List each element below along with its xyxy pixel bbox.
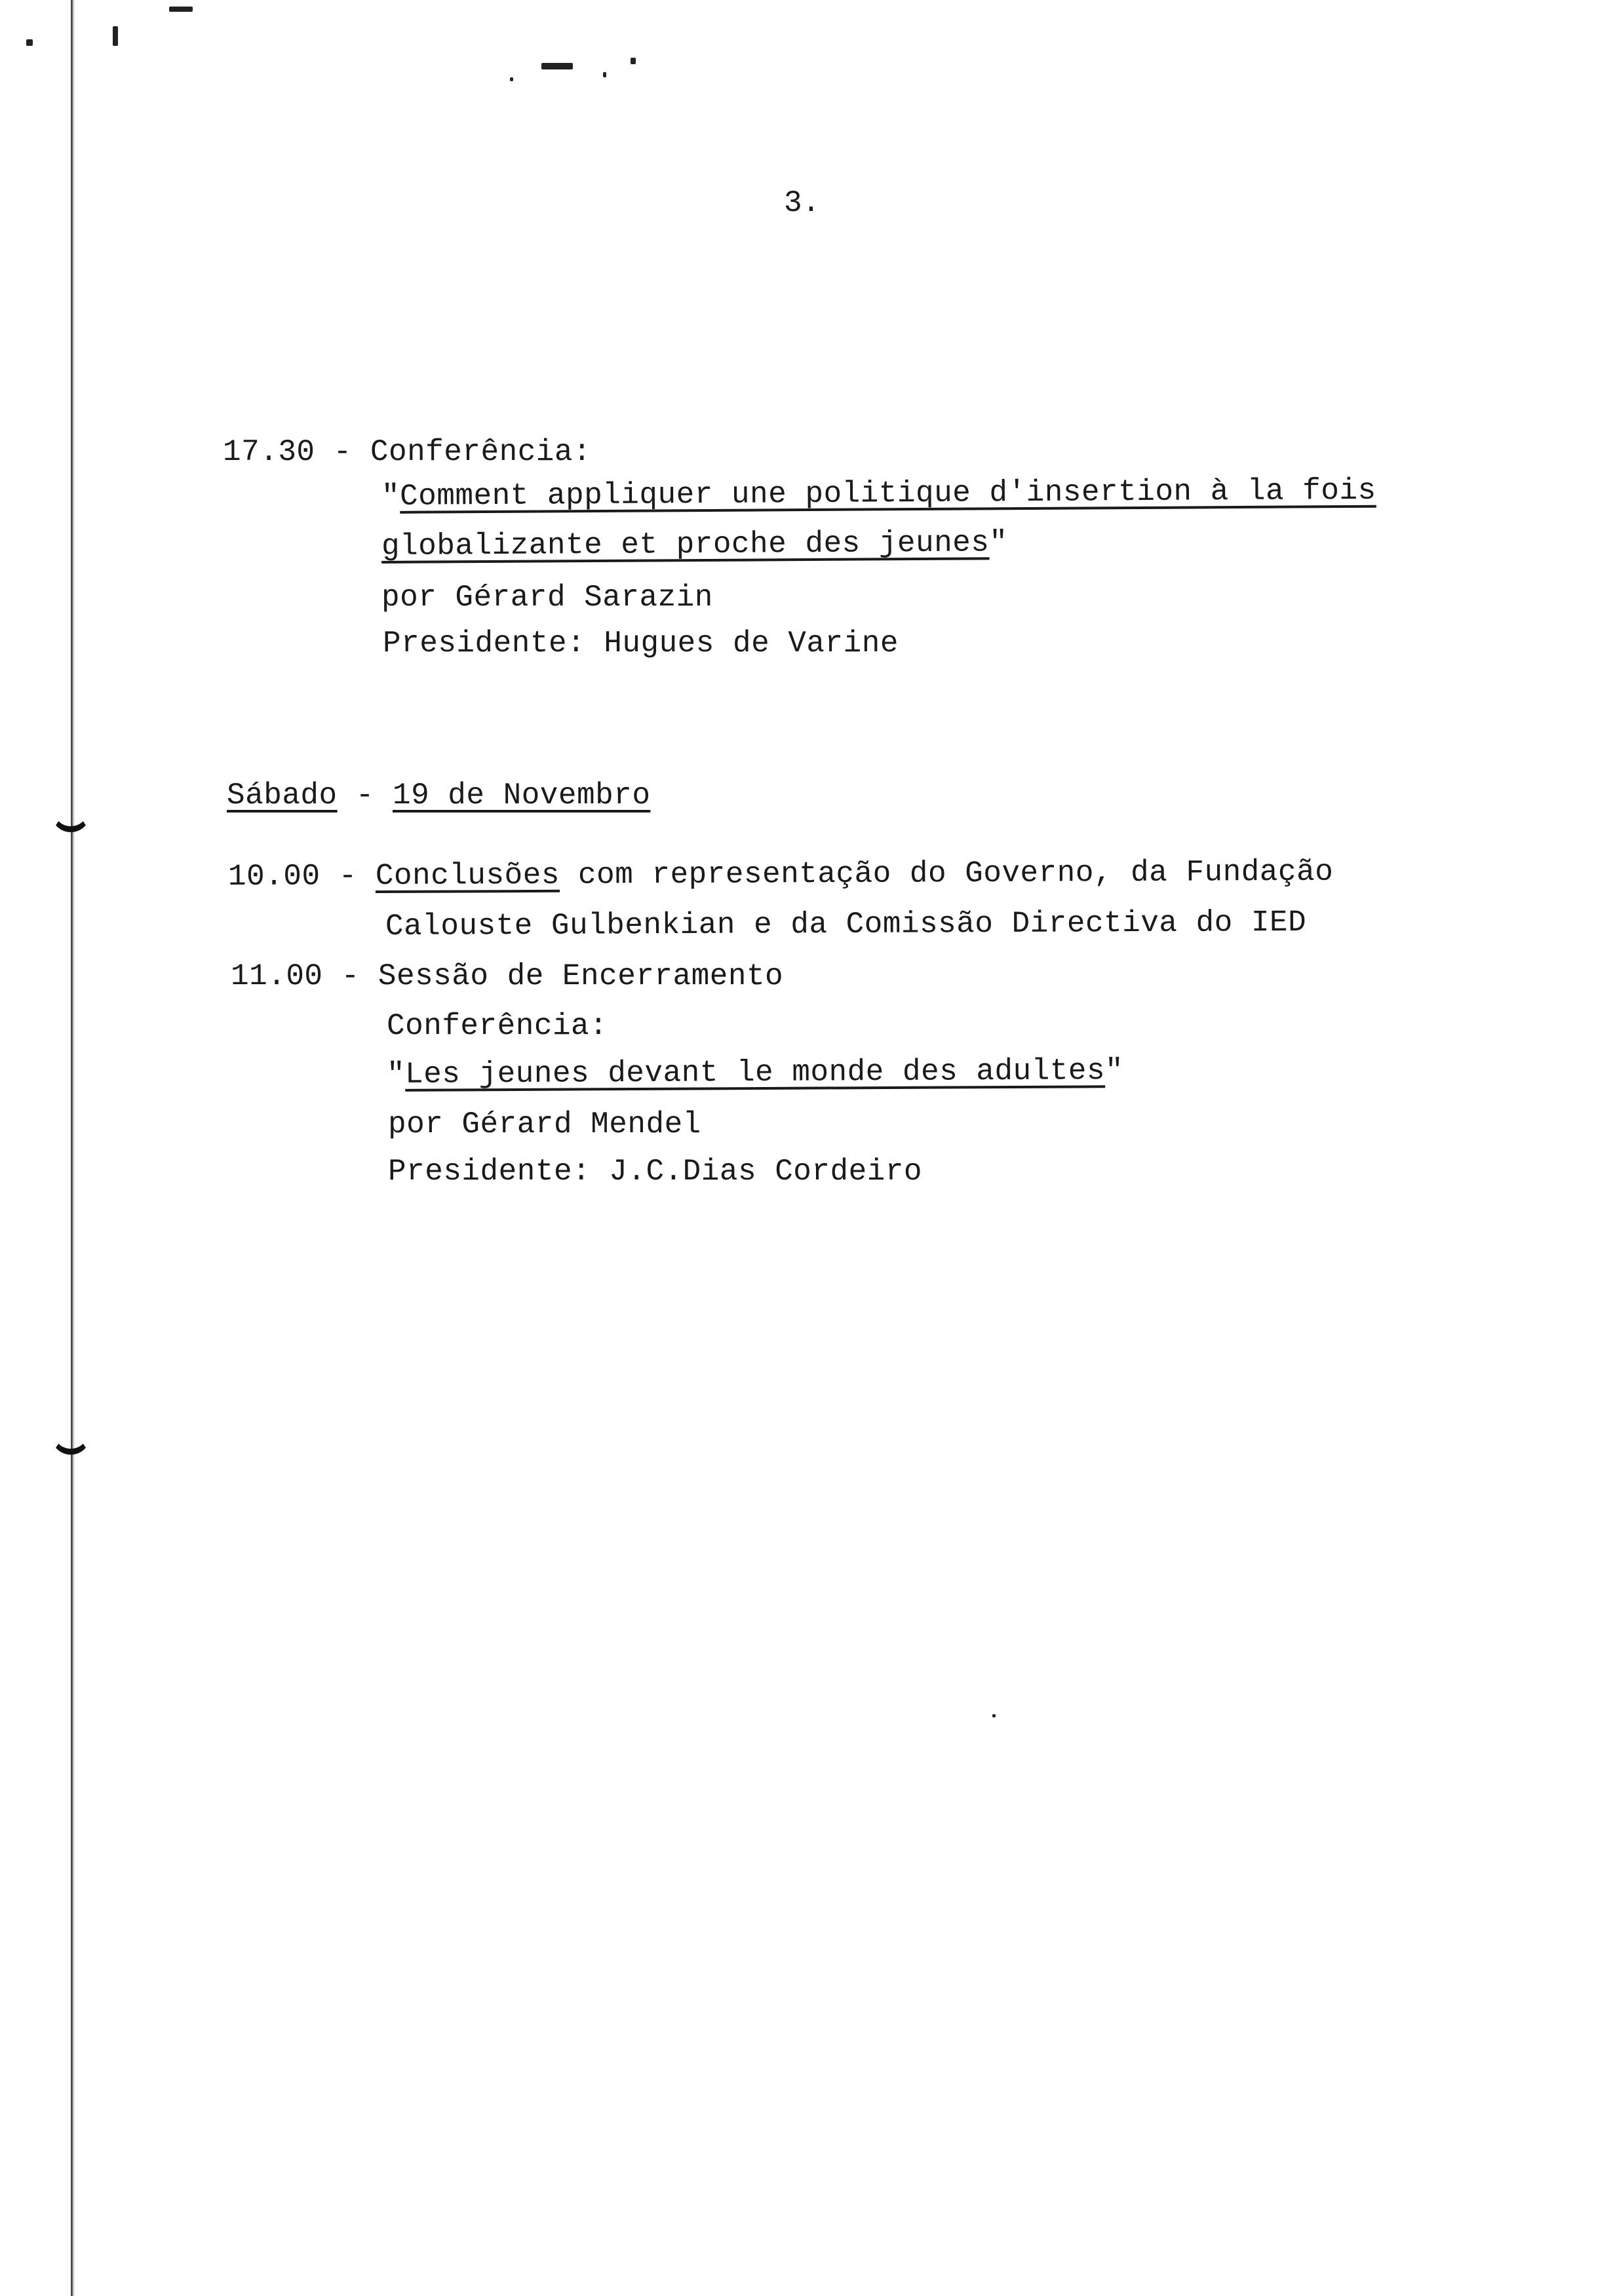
day-dash: - — [355, 778, 374, 813]
session-1000-line2: Calouste Gulbenkian e da Comissão Directiva do IED — [385, 905, 1307, 944]
close-quote: " — [1104, 1054, 1124, 1088]
close-quote: " — [989, 526, 1008, 560]
session-time: 17.30 — [223, 435, 315, 469]
session-1100-talk-title — [387, 1052, 1123, 1093]
session-1100-type: Conferência: — [387, 1009, 608, 1043]
scan-speck — [113, 26, 118, 46]
session-keyword: Conclusões — [375, 858, 560, 894]
session-1730-chair: Presidente: Hugues de Varine — [383, 626, 899, 660]
session-1100-chair: Presidente: J.C.Dias Cordeiro — [388, 1155, 923, 1189]
session-type: Conferência: — [370, 435, 592, 469]
punch-hole-mark — [51, 793, 90, 832]
scan-speck — [992, 1714, 996, 1717]
session-time: 11.00 — [231, 959, 323, 993]
scan-speck — [631, 58, 636, 64]
day-date: 19 de Novembro — [392, 778, 651, 813]
binding-edge-line — [71, 0, 73, 2296]
punch-hole-mark — [51, 1415, 90, 1455]
session-dash: - — [333, 435, 352, 469]
session-1100-speaker: por Gérard Mendel — [388, 1107, 701, 1141]
open-quote: " — [386, 1057, 406, 1092]
day-name: Sábado — [227, 778, 338, 813]
open-quote: " — [381, 479, 400, 514]
session-description: com representação do Governo, da Fundação — [559, 854, 1334, 892]
session-dash: - — [338, 859, 357, 894]
scan-speck — [541, 63, 573, 69]
day-heading — [227, 777, 650, 814]
scan-speck — [26, 39, 33, 46]
session-1730-title-line2 — [381, 524, 1008, 565]
binding-edge-shadow — [73, 0, 74, 2296]
session-title: Sessão de Encerramento — [378, 959, 784, 993]
session-1100-header — [231, 958, 783, 995]
scan-speck — [510, 77, 513, 81]
session-1000-line1 — [228, 854, 1334, 895]
session-time: 10.00 — [227, 859, 321, 894]
talk-title: Les jeunes devant le monde des adultes — [404, 1054, 1106, 1092]
page-number: 3. — [784, 186, 821, 220]
talk-title-part2: globalizante et proche des jeunes — [381, 526, 990, 564]
talk-title-part1: Comment appliquer une politique d'insertion à la fois — [399, 473, 1376, 514]
session-dash: - — [341, 959, 360, 993]
scan-speck — [603, 72, 606, 77]
session-1730-speaker: por Gérard Sarazin — [381, 581, 713, 615]
scan-speck — [169, 7, 193, 12]
session-1730-header — [223, 434, 591, 470]
session-1730-title-line1 — [381, 472, 1376, 515]
